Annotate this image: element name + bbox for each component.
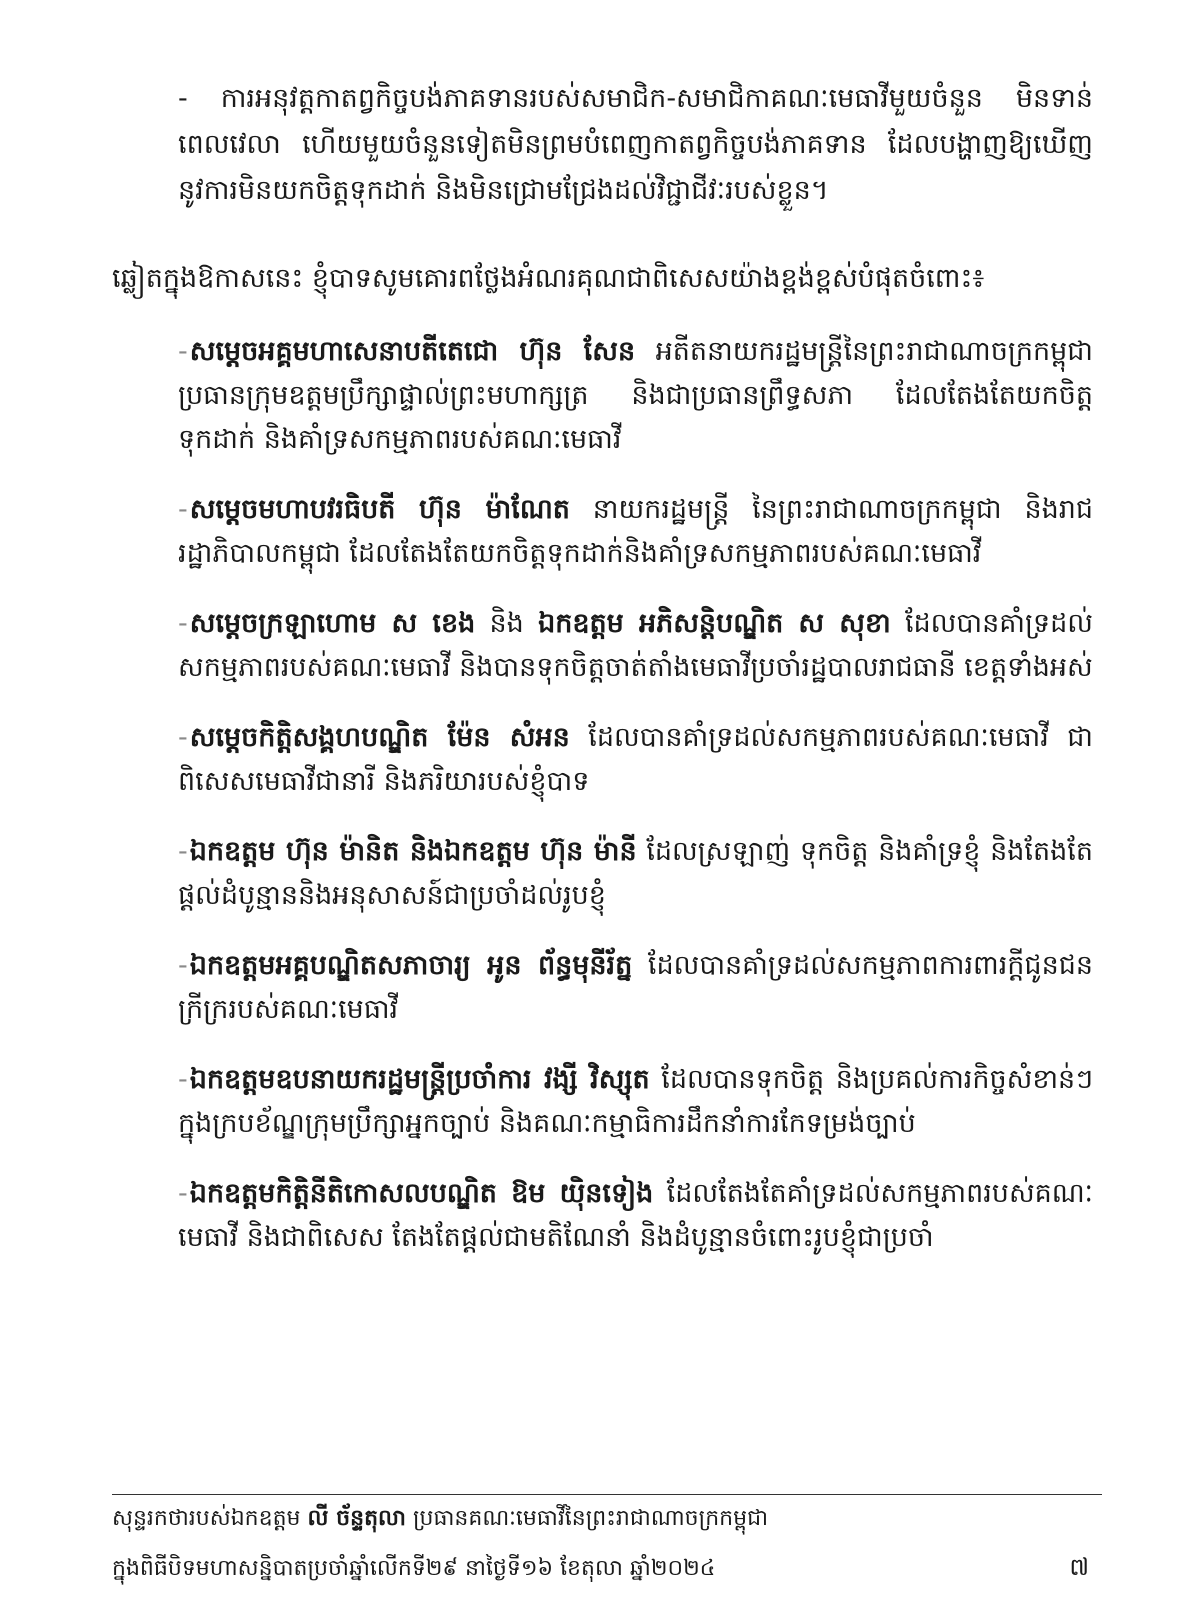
footer-event-line: ក្នុងពិធីបិទមហាសន្និបាតប្រចាំឆ្នាំលើកទី២៩ នាថ្ងៃទី១៦ ខែតុលា ឆ្នាំ២០២៤ — [112, 1556, 716, 1581]
footer-suffix: ប្រធានគណៈមេធាវីនៃព្រះរាជាណាចក្រកម្ពុជា — [405, 1506, 769, 1531]
honoree-description: អតីតនាយករដ្ឋមន្ត្រីនៃព្រះរាជាណាចក្រកម្ពុជា ប្រធានក្រុមឧត្តមប្រឹក្សាផ្ទាល់ព្រះមហាក្សត្រ និងជាប្រធានព្រឹទ្ធសភា ដែលតែងតែយកចិត្តទុកដាក់ និងគាំទ្រសកម្មភាពរបស់គណៈមេធាវី — [178, 336, 1093, 455]
list-item — [178, 944, 1093, 1032]
list-item — [178, 716, 1093, 804]
bullet-dash: - — [178, 722, 188, 753]
acknowledgement-intro: ឆ្លៀតក្នុងឱកាសនេះ ខ្ញុំបាទសូមគោរពថ្លែងអំណរគុណជាពិសេសយ៉ាងខ្ពង់ខ្ពស់បំផុតចំពោះ៖ — [112, 263, 985, 294]
honoree-name: សម្តេចមហាបវរធិបតី ហ៊ុន ម៉ាណែត — [189, 494, 570, 525]
honoree-description: ដែលស្រឡាញ់ ទុកចិត្ត និងគាំទ្រខ្ញុំ និងតែងតែផ្តល់ដំបូន្មាននិងអនុសាសន៍ជាប្រចាំដល់រូបខ្ញុំ — [178, 836, 1093, 911]
bullet-dash: - — [178, 336, 188, 367]
footer-speech-title — [112, 1502, 768, 1536]
list-item — [178, 1172, 1093, 1260]
list-item — [178, 488, 1093, 576]
footer-speaker-name: លី ច័ន្ទតុលា — [307, 1506, 406, 1531]
footer-prefix: សុន្ទរកថារបស់ឯកឧត្តម — [112, 1506, 308, 1531]
bullet-dash: - — [178, 1064, 188, 1095]
dues-compliance-bullet: - ការអនុវត្តកាតព្វកិច្ចបង់ភាគទានរបស់សមាជិក-សមាជិកាគណៈមេធាវីមួយចំនួន មិនទាន់ពេលវេលា ហើយមួយចំនួនទៀតមិនព្រមបំពេញកាតព្វកិច្ចបង់ភាគទាន ដែលបង្ហាញឱ្យឃើញនូវការមិនយកចិត្តទុកដាក់ និងមិនជ្រោមជ្រែងដល់វិជ្ជាជីវៈរបស់ខ្លួន។ — [178, 83, 1093, 206]
list-item — [178, 830, 1093, 918]
honoree-connector: និង — [475, 608, 539, 639]
honoree-name: ឯកឧត្តមអគ្គបណ្ឌិតសភាចារ្យ អូន ព័ន្ធមុនីរ័ត្ន — [189, 950, 633, 981]
honoree-name: សម្តេចក្រឡាហោម ស ខេង — [189, 608, 476, 639]
bullet-dash: - — [178, 836, 188, 867]
honoree-name: សម្តេចអគ្គមហាសេនាបតីតេជោ ហ៊ុន សែន — [189, 336, 636, 367]
honoree-description: ដែលបានគាំទ្រដល់សកម្មភាពរបស់គណៈមេធាវី និងបានទុកចិត្តចាត់តាំងមេធាវីប្រចាំរដ្ឋបាលរាជធានី ខេត្តទាំងអស់ — [178, 608, 1093, 683]
honoree-description: ដែលបានគាំទ្រដល់សកម្មភាពការពារក្តីជូនជនក្រីក្ររបស់គណៈមេធាវី — [178, 950, 1093, 1025]
footer-divider — [112, 1494, 1102, 1495]
acknowledgement-list — [178, 330, 1093, 1286]
bullet-dash: - — [178, 608, 188, 639]
page-number: ៧ — [1069, 1553, 1089, 1581]
list-item — [178, 330, 1093, 462]
honoree-description: នាយករដ្ឋមន្ត្រី នៃព្រះរាជាណាចក្រកម្ពុជា និងរាជរដ្ឋាភិបាលកម្ពុជា ដែលតែងតែយកចិត្តទុកដាក់និងគាំទ្រសកម្មភាពរបស់គណៈមេធាវី — [178, 494, 1093, 569]
bullet-dash: - — [178, 950, 188, 981]
bullet-dash: - — [178, 494, 188, 525]
list-item — [178, 602, 1093, 690]
honoree-name: សម្តេចកិត្តិសង្គហបណ្ឌិត ម៉ែន សំអន — [189, 722, 570, 753]
honoree-name: ឯកឧត្តមឧបនាយករដ្ឋមន្ត្រីប្រចាំការ វង្សី វិស្សុត — [189, 1064, 650, 1095]
honoree-description: ដែលបានទុកចិត្ត និងប្រគល់ការកិច្ចសំខាន់ៗក្នុងក្របខ័ណ្ឌក្រុមប្រឹក្សាអ្នកច្បាប់ និងគណៈកម្មាធិការដឹកនាំការកែទម្រង់ច្បាប់ — [178, 1064, 1093, 1139]
honoree-description: ដែលបានគាំទ្រដល់សកម្មភាពរបស់គណៈមេធាវី ជាពិសេសមេធាវីជានារី និងភរិយារបស់ខ្ញុំបាទ — [178, 722, 1093, 797]
bullet-dash: - — [178, 1178, 188, 1209]
honoree-name: ឯកឧត្តម ហ៊ុន ម៉ានិត និងឯកឧត្តម ហ៊ុន ម៉ានី — [189, 836, 637, 867]
list-item — [178, 1058, 1093, 1146]
honoree-name-second: ឯកឧត្តម អភិសន្តិបណ្ឌិត ស សុខា — [538, 608, 891, 639]
honoree-description: ដែលតែងតែគាំទ្រដល់សកម្មភាពរបស់គណៈមេធាវី និងជាពិសេស តែងតែផ្តល់ជាមតិណែនាំ និងដំបូន្មានចំពោះរូបខ្ញុំជាប្រចាំ — [178, 1178, 1093, 1253]
honoree-name: ឯកឧត្តមកិត្តិនីតិកោសលបណ្ឌិត ឱម យ៉ិនទៀង — [189, 1178, 654, 1209]
